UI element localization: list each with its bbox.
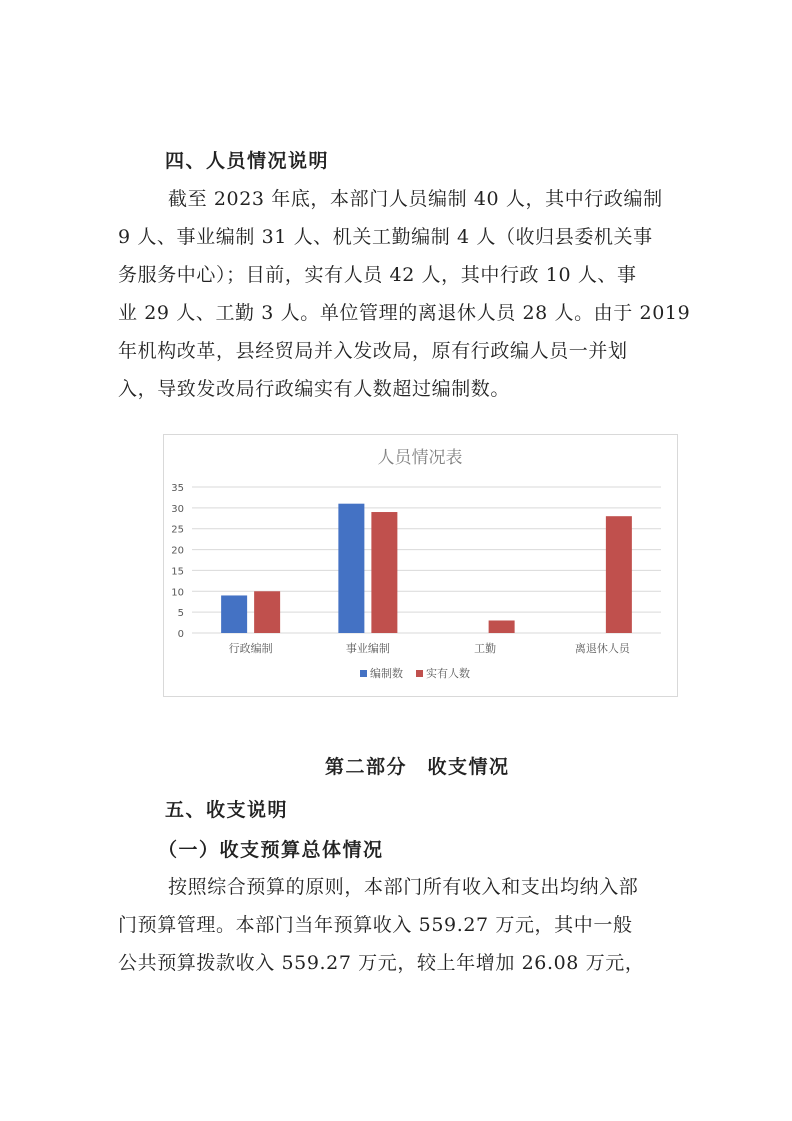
y-tick-label: 0	[177, 629, 184, 640]
paragraph-line: 入，导致发改局行政编实有人数超过编制数。	[118, 378, 511, 400]
bar-actual	[371, 512, 397, 633]
x-tick-label: 行政编制	[228, 642, 273, 655]
y-tick-label: 35	[171, 483, 184, 494]
legend-label: 编制数	[370, 667, 403, 680]
bar-staffing	[221, 595, 247, 633]
x-tick-label: 工勤	[474, 642, 497, 655]
paragraph-line: 按照综合预算的原则，本部门所有收入和支出均纳入部	[168, 876, 639, 898]
bar-actual	[489, 620, 515, 633]
y-tick-label: 20	[171, 545, 184, 557]
budget-paragraph	[118, 868, 678, 982]
part-two-heading: 第二部分 收支情况	[325, 756, 510, 778]
section-heading-personnel: 四、人员情况说明	[165, 150, 330, 172]
paragraph-line: 9 人、事业编制 31 人、机关工勤编制 4 人（收归县委机关事	[118, 226, 653, 248]
y-tick-label: 5	[177, 608, 184, 620]
bar-actual	[606, 516, 632, 633]
legend-swatch	[416, 670, 423, 677]
personnel-paragraph	[118, 180, 691, 408]
y-tick-label: 15	[171, 566, 184, 578]
y-tick-label: 25	[171, 524, 184, 536]
y-tick-label: 30	[171, 503, 184, 515]
bar-actual	[254, 591, 280, 633]
y-tick-label: 10	[171, 587, 184, 599]
chart-title: 人员情况表	[377, 448, 463, 468]
bar-staffing	[338, 504, 364, 633]
x-tick-label: 事业编制	[345, 642, 390, 655]
x-tick-label: 离退休人员	[574, 642, 630, 655]
personnel-chart	[163, 434, 678, 697]
paragraph-line: 公共预算拨款收入 559.27 万元，较上年增加 26.08 万元，	[118, 952, 645, 974]
paragraph-line: 截至 2023 年底，本部门人员编制 40 人，其中行政编制	[168, 188, 663, 210]
chart-svg	[164, 435, 677, 696]
paragraph-line: 业 29 人、工勤 3 人。单位管理的离退休人员 28 人。由于 2019	[118, 302, 691, 324]
paragraph-line: 门预算管理。本部门当年预算收入 559.27 万元，其中一般	[118, 914, 633, 936]
legend-label: 实有人数	[426, 667, 470, 680]
legend-swatch	[360, 670, 367, 677]
paragraph-line: 务服务中心）；目前，实有人员 42 人，其中行政 10 人、事	[118, 264, 637, 286]
sub-heading-budget-overview: （一）收支预算总体情况	[158, 839, 384, 861]
section-heading-budget: 五、收支说明	[165, 799, 289, 821]
paragraph-line: 年机构改革，县经贸局并入发改局，原有行政编人员一并划	[118, 340, 628, 362]
